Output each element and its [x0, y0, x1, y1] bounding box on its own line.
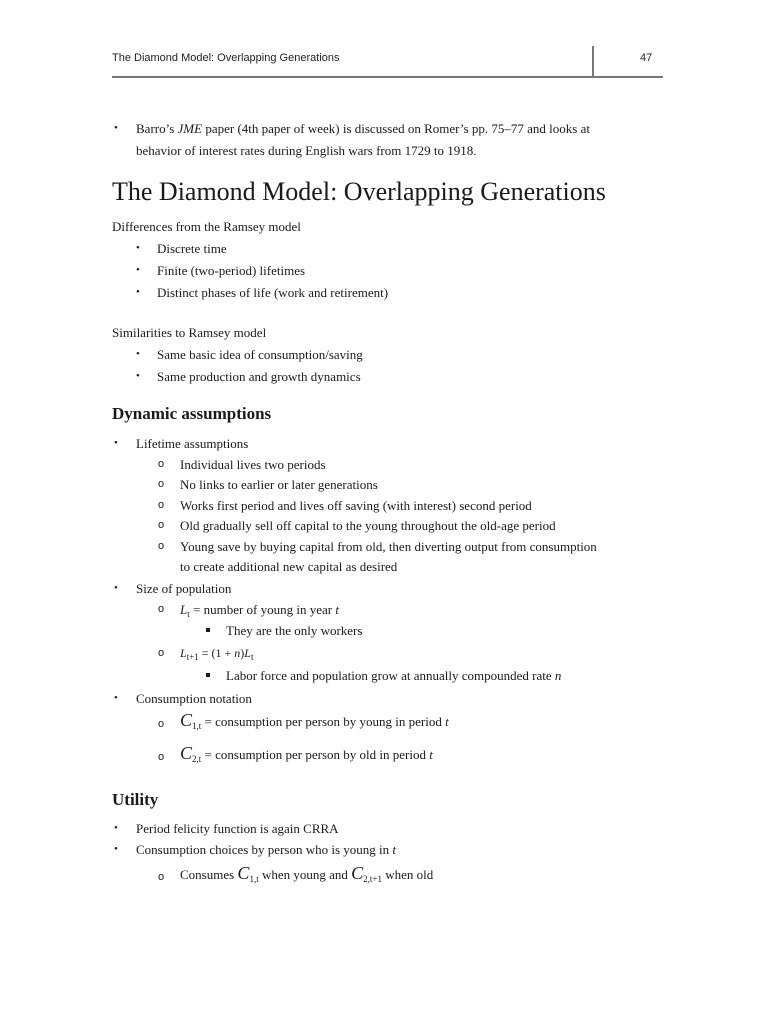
list-item: Young save by buying capital from old, then diverting output from consumption [180, 539, 597, 554]
open-bullet-icon: o [158, 499, 165, 511]
bullet-icon: • [114, 822, 118, 834]
open-bullet-icon: o [158, 603, 165, 615]
list-item: Same production and growth dynamics [157, 369, 361, 384]
list-item: Old gradually sell off capital to the young throughout the old-age period [180, 518, 556, 533]
c2-definition: $C_{2,t}$ = consumption per person by old in period t [180, 743, 433, 764]
list-item: Distinct phases of life (work and retirement) [157, 285, 389, 300]
bullet-icon: • [114, 437, 118, 449]
bullet-icon: • [114, 122, 118, 134]
open-bullet-icon: o [158, 718, 165, 730]
list-item: They are the only workers [226, 623, 363, 638]
bullet-icon: • [136, 242, 140, 254]
open-bullet-icon: o [158, 519, 165, 531]
list-item: No links to earlier or later generations [180, 477, 378, 492]
utility-heading: Utility [112, 790, 159, 809]
header-divider-vertical [592, 46, 594, 76]
list-item: Finite (two-period) lifetimes [157, 263, 306, 278]
open-bullet-icon: o [158, 478, 165, 490]
open-bullet-icon: o [158, 647, 165, 659]
consumes-statement: Consumes $C_{1,t}$ when young and $C_{2,t+1}$ when old [180, 863, 434, 884]
differences-heading: Differences from the Ramsey model [112, 219, 301, 234]
list-item: Labor force and population grow at annually compounded rate n [226, 668, 562, 683]
square-bullet-icon [206, 628, 210, 632]
list-item: Consumption choices by person who is young in t [136, 842, 397, 857]
bullet-icon: • [136, 286, 140, 298]
square-bullet-icon [206, 673, 210, 677]
population-growth-equation: $L_{t+1} = (1 + n)L_t$ [180, 646, 254, 662]
list-item: Same basic idea of consumption/saving [157, 347, 363, 362]
open-bullet-icon: o [158, 751, 165, 763]
bullet-icon: • [114, 582, 118, 594]
size-of-population: Size of population [136, 581, 232, 596]
intro-line-2: behavior of interest rates during English wars from 1729 to 1918. [136, 143, 477, 158]
list-item: Discrete time [157, 241, 227, 256]
similarities-heading: Similarities to Ramsey model [112, 325, 267, 340]
bullet-icon: • [136, 264, 140, 276]
list-item-continuation: to create additional new capital as desired [180, 559, 398, 574]
open-bullet-icon: o [158, 540, 165, 552]
dynamic-assumptions-heading: Dynamic assumptions [112, 404, 272, 423]
list-item: Individual lives two periods [180, 457, 326, 472]
bullet-icon: • [114, 843, 118, 855]
list-item: Period felicity function is again CRRA [136, 821, 339, 836]
open-bullet-icon: o [158, 458, 165, 470]
section-title: The Diamond Model: Overlapping Generations [112, 177, 606, 206]
population-definition: $L_t$ = number of young in year t [180, 602, 339, 619]
jme-emphasis: JME [177, 121, 203, 136]
page-number: 47 [640, 52, 653, 64]
consumption-notation: Consumption notation [136, 691, 252, 706]
c1-definition: $C_{1,t}$ = consumption per person by young in period t [180, 710, 449, 731]
bullet-icon: • [114, 692, 118, 704]
list-item: Works first period and lives off saving (with interest) second period [180, 498, 532, 513]
intro-line-1: Barro’s JME paper (4th paper of week) is discussed on Romer’s pp. 75–77 and looks at [136, 121, 590, 136]
bullet-icon: • [136, 370, 140, 382]
running-header-title: The Diamond Model: Overlapping Generations [112, 52, 340, 64]
header-divider-horizontal [112, 76, 663, 78]
lifetime-assumptions: Lifetime assumptions [136, 436, 249, 451]
open-bullet-icon: o [158, 871, 165, 883]
bullet-icon: • [136, 348, 140, 360]
